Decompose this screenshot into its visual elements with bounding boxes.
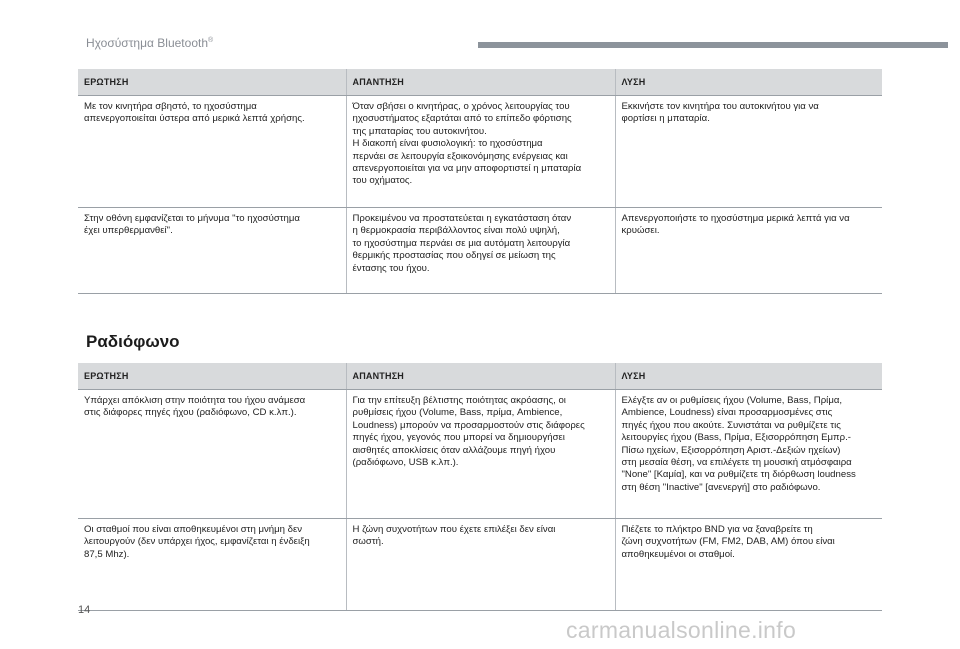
- solution-cell: Πιέζετε το πλήκτρο BND για να ξαναβρείτε τη ζώνη συχνοτήτων (FM, FM2, DAB, AM) όπου είναι αποθηκευμένοι οι σταθμοί.: [615, 519, 882, 611]
- faq-table-general: [78, 69, 882, 294]
- answer-cell: Για την επίτευξη βέλτιστης ποιότητας ακρόασης, οι ρυθμίσεις ήχου (Volume, Bass, πρίμα, Ambience, Loudness) μπορούν να προσαρμοστούν στις διάφορες πηγές ήχου, γεγονός που μπορεί να δημιουργήσει αισθητές αποκλίσεις όταν αλλάζουμε πηγή ήχου (ραδιόφωνο, USB κ.λπ.).: [346, 390, 615, 519]
- section-title-radio: Ραδιόφωνο: [86, 332, 180, 351]
- question-cell: Με τον κινητήρα σβηστό, το ηχοσύστημα απενεργοποιείται ύστερα από μερικά λεπτά χρήσης.: [78, 96, 346, 208]
- solution-cell: Απενεργοποιήστε το ηχοσύστημα μερικά λεπτά για να κρυώσει.: [615, 208, 882, 294]
- solution-cell: Εκκινήστε τον κινητήρα του αυτοκινήτου για να φορτίσει η μπαταρία.: [615, 96, 882, 208]
- table-row: [78, 96, 882, 208]
- column-header-answer: ΑΠΑΝΤΗΣΗ: [346, 363, 615, 390]
- table-header-row: [78, 69, 882, 96]
- solution-cell: Ελέγξτε αν οι ρυθμίσεις ήχου (Volume, Bass, Πρίμα, Ambience, Loudness) είναι προσαρμοσμένες στις πηγές ήχου που ακούτε. Συνιστάται να ρυθμίζετε τις λειτουργίες ήχου (Bass, Πρίμα, Εξισορρόπηση Εμπρ.- Πίσω ηχείων, Εξισορρόπηση Αριστ.-Δεξιών ηχείων) στη μεσαία θέση, να επιλέγετε τη μουσική ατμόσφαιρα "None" [Καμία], και να ρυθμίζετε τη διόρθωση loudness στη θέση "Inactive" [ανενεργή] στο ραδιόφωνο.: [615, 390, 882, 519]
- column-header-solution: ΛΥΣΗ: [615, 69, 882, 96]
- answer-cell: Η ζώνη συχνοτήτων που έχετε επιλέξει δεν είναι σωστή.: [346, 519, 615, 611]
- table-row: [78, 390, 882, 519]
- watermark: carmanualsonline.info: [566, 617, 797, 643]
- table-row: [78, 208, 882, 294]
- header-title-text: Ηχοσύστημα Bluetooth: [86, 36, 208, 50]
- column-header-solution: ΛΥΣΗ: [615, 363, 882, 390]
- faq-table-radio: [78, 363, 882, 611]
- question-cell: Στην οθόνη εμφανίζεται το μήνυμα "το ηχοσύστημα έχει υπερθερμανθεί".: [78, 208, 346, 294]
- column-header-question: ΕΡΩΤΗΣΗ: [78, 363, 346, 390]
- question-cell: Οι σταθμοί που είναι αποθηκευμένοι στη μνήμη δεν λειτουργούν (δεν υπάρχει ήχος, εμφανίζεται η ένδειξη 87,5 Mhz).: [78, 519, 346, 611]
- column-header-question: ΕΡΩΤΗΣΗ: [78, 69, 346, 96]
- table-header-row: [78, 363, 882, 390]
- header-bar: [478, 42, 948, 48]
- answer-cell: Όταν σβήσει ο κινητήρας, ο χρόνος λειτουργίας του ηχοσυστήματος εξαρτάται από το επίπεδο φόρτισης της μπαταρίας του αυτοκινήτου. Η διακοπή είναι φυσιολογική: το ηχοσύστημα περνάει σε λειτουργία εξοικονόμησης ενέργειας και απενεργοποιείται για να μην αποφορτιστεί η μπαταρία του οχήματος.: [346, 96, 615, 208]
- registered-mark: ®: [208, 37, 214, 44]
- column-header-answer: ΑΠΑΝΤΗΣΗ: [346, 69, 615, 96]
- table-row: [78, 519, 882, 611]
- header-title: [86, 36, 213, 50]
- page-number: 14: [78, 604, 91, 616]
- answer-cell: Προκειμένου να προστατεύεται η εγκατάσταση όταν η θερμοκρασία περιβάλλοντος είναι πολύ υψηλή, το ηχοσύστημα περνάει σε μια αυτόματη λειτουργία θερμικής προστασίας που οδηγεί σε μείωση της έντασης του ήχου.: [346, 208, 615, 294]
- question-cell: Υπάρχει απόκλιση στην ποιότητα του ήχου ανάμεσα στις διάφορες πηγές ήχου (ραδιόφωνο, CD κ.λπ.).: [78, 390, 346, 519]
